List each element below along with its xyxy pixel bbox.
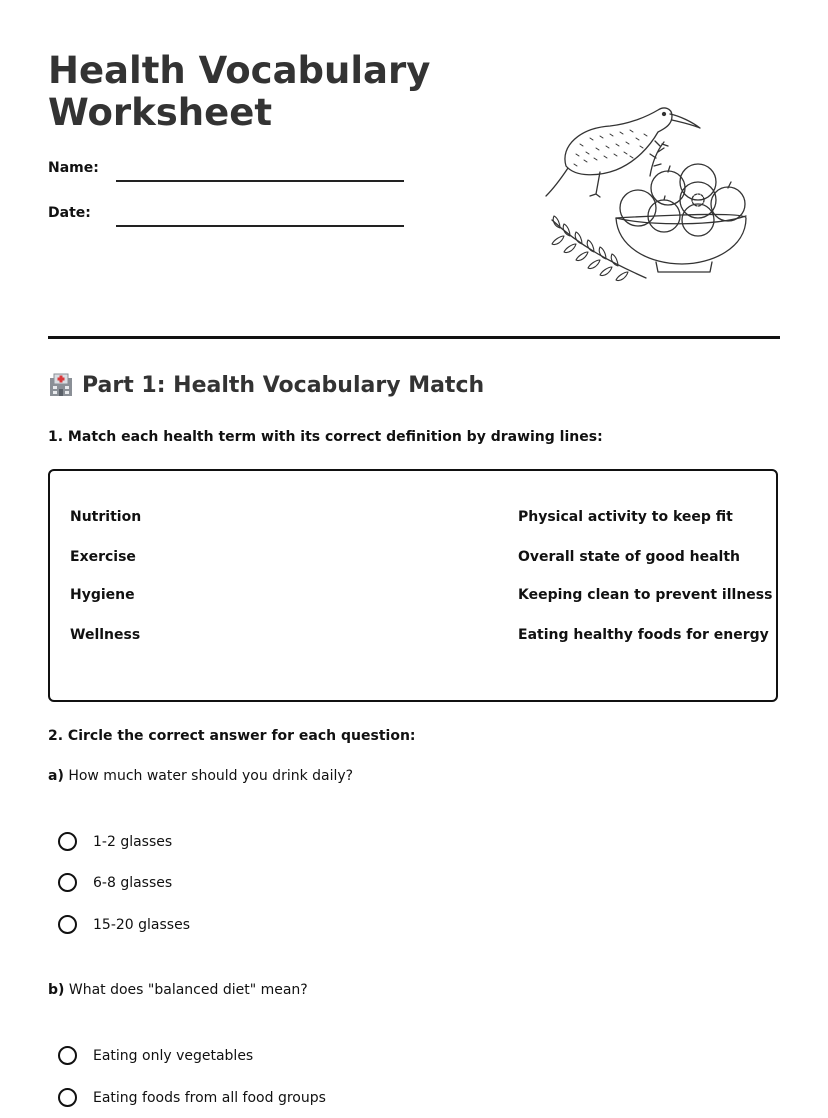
question-2b xyxy=(48,982,308,998)
answer-option-2a-3[interactable] xyxy=(58,915,190,934)
definition-2[interactable]: Overall state of good health xyxy=(518,549,740,565)
definition-4[interactable]: Eating healthy foods for energy xyxy=(518,627,769,643)
question-2a xyxy=(48,768,353,784)
term-exercise[interactable]: Exercise xyxy=(70,549,136,565)
name-field[interactable] xyxy=(116,180,404,182)
fruit xyxy=(682,204,714,236)
worksheet-title: Health Vocabulary Worksheet xyxy=(48,49,431,134)
radio-circle[interactable] xyxy=(58,915,77,934)
section-divider xyxy=(48,336,780,339)
radio-circle[interactable] xyxy=(58,873,77,892)
definition-3[interactable]: Keeping clean to prevent illness xyxy=(518,587,773,603)
radio-circle[interactable] xyxy=(58,1046,77,1065)
kiwi-leg-front xyxy=(590,172,600,197)
date-label: Date: xyxy=(48,205,91,221)
option-label: 1-2 glasses xyxy=(93,833,173,850)
question-2b-text: What does "balanced diet" mean? xyxy=(68,982,308,998)
question-2a-label: a) xyxy=(48,768,64,784)
part1-heading xyxy=(48,372,484,398)
answer-option-2a-1[interactable] xyxy=(58,832,172,851)
question-2b-label: b) xyxy=(48,982,65,998)
option-label: 15-20 glasses xyxy=(93,916,190,933)
answer-option-2b-1[interactable] xyxy=(58,1046,253,1065)
radio-circle[interactable] xyxy=(58,832,77,851)
definition-1[interactable]: Physical activity to keep fit xyxy=(518,509,733,525)
option-label: Eating only vegetables xyxy=(93,1047,254,1064)
kiwi-fruit-bowl-illustration xyxy=(540,96,760,286)
kiwi-leg-back xyxy=(546,168,568,196)
option-label: Eating foods from all food groups xyxy=(93,1089,326,1106)
kiwi-eye xyxy=(663,113,666,116)
answer-option-2b-2[interactable] xyxy=(58,1088,326,1107)
date-field[interactable] xyxy=(116,225,404,227)
question-1-prompt: 1. Match each health term with its correct definition by drawing lines: xyxy=(48,429,603,445)
question-2a-text: How much water should you drink daily? xyxy=(68,768,354,784)
kiwi-beak xyxy=(670,114,700,128)
term-wellness[interactable]: Wellness xyxy=(70,627,141,643)
term-hygiene[interactable]: Hygiene xyxy=(70,587,135,603)
radio-circle[interactable] xyxy=(58,1088,77,1107)
part1-heading-text: Part 1: Health Vocabulary Match xyxy=(82,372,485,398)
hospital-icon xyxy=(48,372,74,398)
question-2-prompt: 2. Circle the correct answer for each question: xyxy=(48,728,416,744)
matching-box xyxy=(48,469,778,702)
option-label: 6-8 glasses xyxy=(93,874,173,891)
kiwi-feather-marks xyxy=(574,130,647,166)
term-nutrition[interactable]: Nutrition xyxy=(70,509,142,525)
name-label: Name: xyxy=(48,160,99,176)
answer-option-2a-2[interactable] xyxy=(58,873,172,892)
